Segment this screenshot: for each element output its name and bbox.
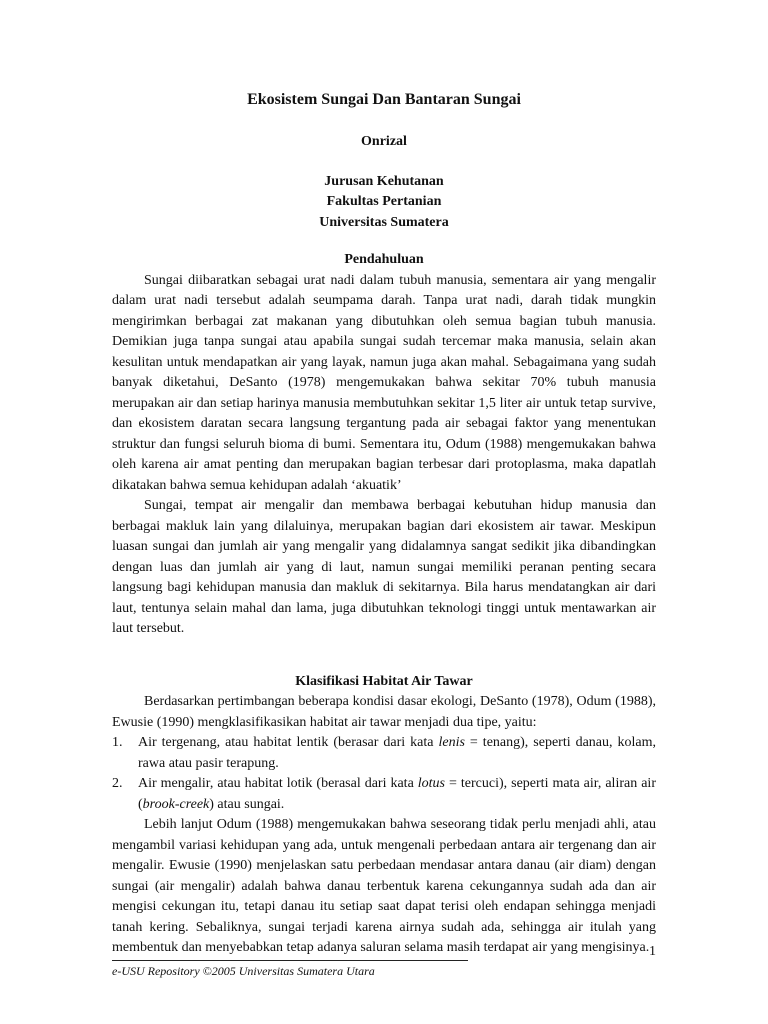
list-item-text: = tercuci), seperti mata air, aliran air (	[138, 776, 656, 812]
list-item	[112, 733, 656, 774]
paragraph: Lebih lanjut Odum (1988) mengemukakan bahwa seseorang tidak perlu menjadi ahli, atau mengambil variasi kehidupan yang ada, untuk mengenali perbedaan antara air tergenang dan air mengalir. Ewusie (1990) menjelaskan satu perbedaan mendasar antara danau (air diam) dengan sungai (air mengalir) adalah bahwa danau terbentuk karena cekungannya sudah ada dan air mengisi cekungan itu, tetapi danau itu setiap saat dapat terisi oleh endapan sehingga menjadi tanah kering. Sebaliknya, sungai terjadi karena airnya sudah ada, sehingga air itulah yang membentuk dan menyebabkan tetap adanya saluran selama masih terdapat air yang mengisinya.	[112, 817, 656, 955]
section-heading-pendahuluan: Pendahuluan	[344, 252, 424, 267]
list-item-number: 2.	[112, 776, 123, 791]
affiliation-faculty: Fakultas Pertanian	[326, 194, 442, 209]
paragraph: Sungai, tempat air mengalir dan membawa berbagai kebutuhan hidup manusia dan berbagai makluk lain yang dilaluinya, merupakan bagian dari ekosistem air tawar. Meskipun luasan sungai dan jumlah air yang mengalir yang didalamnya sangat sedikit jika dibandingkan dengan luas dan jumlah air yang di laut, namun sungai memiliki peranan penting secara langsung bagi kehidupan manusia dan makluk di sekitarnya. Bila harus mendatangkan air dari laut, tentunya selain mahal dan lama, juga dibutuhkan teknologi tinggi untuk mentawarkan air laut tersebut.	[112, 498, 656, 636]
paragraph: Berdasarkan pertimbangan beberapa kondisi dasar ekologi, DeSanto (1978), Odum (1988), Ewusie (1990) mengklasifikasikan habitat air tawar menjadi dua tipe, yaitu:	[112, 694, 656, 730]
list-item-number: 1.	[112, 735, 123, 750]
page-number: 1	[649, 944, 656, 959]
affiliation-university: Universitas Sumatera	[319, 214, 449, 230]
footer-repository-note: e-USU Repository ©2005 Universitas Sumatera Utara	[112, 964, 375, 978]
list-item-text: Air mengalir, atau habitat lotik (berasal dari kata	[138, 776, 418, 791]
section-heading-klasifikasi: Klasifikasi Habitat Air Tawar	[295, 673, 473, 689]
author-affiliation	[112, 172, 656, 234]
affiliation-department: Jurusan Kehutanan	[324, 173, 444, 189]
list-item	[112, 774, 656, 815]
latin-term: lenis	[438, 735, 465, 750]
english-term: brook-creek	[142, 796, 210, 812]
list-item-text: = tenang), seperti danau, kolam, rawa atau pasir terapung.	[138, 735, 656, 771]
list-item-text: Air tergenang, atau habitat lentik (berasar dari kata	[138, 735, 439, 750]
latin-term: lotus	[417, 776, 446, 791]
document-title: Ekosistem Sungai Dan Bantaran Sungai	[247, 91, 521, 108]
paragraph: Sungai diibaratkan sebagai urat nadi dalam tubuh manusia, sementara air yang mengalir dalam urat nadi tersebut adalah seumpama darah. Tanpa urat nadi, darah tidak mungkin mengirimkan berbagai zat makanan yang dibutuhkan oleh semua bagian tubuh manusia. Demikian juga tanpa sungai atau apabila sungai sudah tercemar maka manusia, selain akan kesulitan untuk mendapatkan air yang layak, namun juga akan mahal. Sebagaimana yang sudah banyak diketahui, DeSanto (1978) mengemukakan bahwa sekitar 70% tubuh manusia merupakan air dan setiap harinya manusia membutuhkan sekitar 1,5 liter air untuk tetap survive, dan ekosistem daratan secara langsung tergantung pada air sebagai faktor yang menentukan struktur dan fungsi seluruh bioma di bumi. Sementara itu, Odum (1988) mengemukakan bahwa oleh karena air amat penting dan merupakan bagian terbesar dari protoplasma, maka dapatlah dikatakan bahwa semua kehidupan adalah ‘akuatik’	[112, 272, 656, 493]
habitat-type-list	[112, 733, 656, 815]
list-item-text: ) atau sungai.	[209, 796, 285, 812]
document-page	[112, 90, 656, 959]
author-name: Onrizal	[361, 134, 407, 149]
footer-divider	[112, 960, 468, 961]
